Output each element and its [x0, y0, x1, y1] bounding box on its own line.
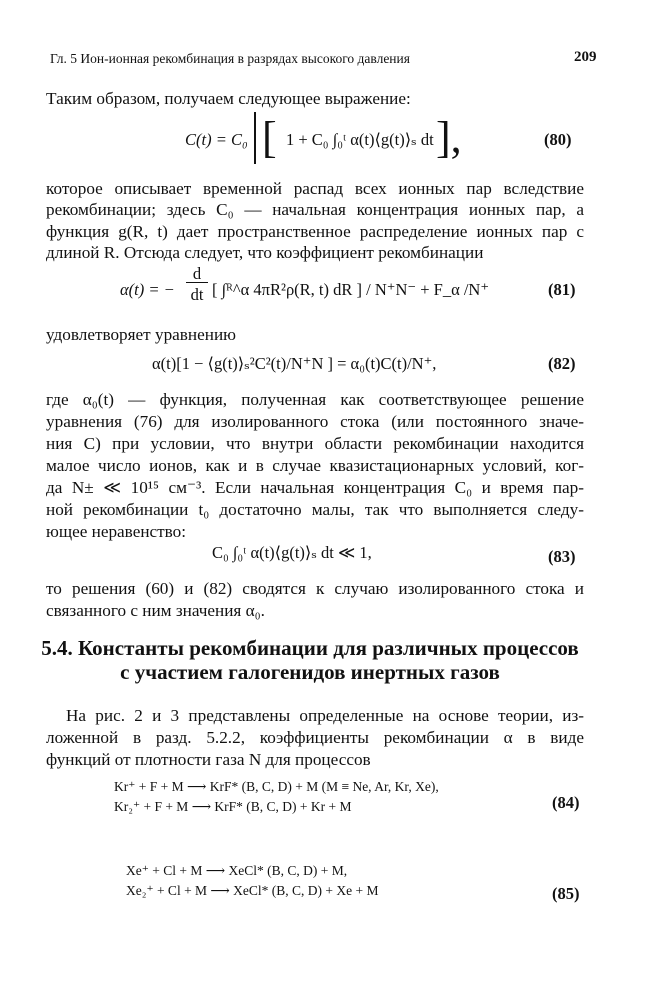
- eq84-line-1: Kr⁺ + F + M ⟶ KrF* (B, C, D) + M (M ≡ Ne, Ar, Kr, Xe),: [114, 779, 439, 794]
- para1-line-2: рекомбинации; здесь C₀ — начальная концентрация ионных пар, а: [46, 200, 584, 219]
- eq85-line-2: Xe₂⁺ + Cl + M ⟶ XeCl* (B, C, D) + Xe + M: [126, 883, 379, 898]
- para4-line-3: функций от плотности газа N для процессов: [46, 750, 371, 769]
- eq82-number: (82): [548, 354, 576, 373]
- para2-line-7: ющее неравенство:: [46, 522, 187, 541]
- eq85-line-1: Xe⁺ + Cl + M ⟶ XeCl* (B, C, D) + M,: [126, 863, 348, 878]
- eq84-line-2: Kr₂⁺ + F + M ⟶ KrF* (B, C, D) + Kr + M: [114, 799, 352, 814]
- eq81-body: [ ∫ᴿ^α 4πR²ρ(R, t) dR ] / N⁺N⁻ + F_α /N⁺: [212, 280, 490, 299]
- eq81-number: (81): [548, 280, 576, 299]
- para1-line-4: длиной R. Отсюда следует, что коэффициент рекомбинации: [46, 243, 484, 262]
- page-number: 209: [574, 49, 597, 65]
- para3-line-2: связанного с ним значения α₀.: [46, 601, 265, 620]
- para2-line-4: малое число ионов, как и в случае квазистационарных условий, ког-: [46, 456, 584, 475]
- eq80-body: 1 + C₀ ∫₀ᵗ α(t)⟨g(t)⟩ₛ dt: [286, 130, 434, 149]
- eq80-number: (80): [544, 130, 572, 149]
- eq83-number: (83): [548, 547, 576, 566]
- eq80-divide-slash: [254, 112, 256, 164]
- eq83-body: C₀ ∫₀ᵗ α(t)⟨g(t)⟩ₛ dt ≪ 1,: [212, 543, 372, 562]
- eq82-body: α(t)[1 − ⟨g(t)⟩ₛ²C²(t)/N⁺N ] = α₀(t)C(t)/N⁺,: [152, 354, 437, 373]
- para2-line-2: уравнения (76) для изолированного стока (или постоянного значе-: [46, 412, 584, 431]
- para2-line-1: где α₀(t) — функция, полученная как соответствующее решение: [46, 390, 584, 409]
- eq81-frac-num: d: [186, 266, 208, 283]
- eq81-lhs-text: α(t) = −: [120, 280, 175, 299]
- intro-line: Таким образом, получаем следующее выражение:: [46, 89, 411, 108]
- eq80-lhs: [185, 130, 248, 150]
- eq80-lhs-text: C(t) = C₀: [185, 130, 248, 149]
- para1-line-1: которое описывает временной распад всех ионных пар вследствие: [46, 179, 584, 198]
- eq81-frac-den: dt: [190, 285, 204, 304]
- eq81-lhs: [120, 280, 175, 300]
- para2-line-6: ной рекомбинации t₀ достаточно малы, так что выполняется следу-: [46, 500, 584, 519]
- para1-line-3: функция g(R, t) дает пространственное распределение ионных пар с: [46, 222, 584, 241]
- para2-line-5: да N± ≪ 10¹⁵ см⁻³. Если начальная концентрация C₀ и время пар-: [46, 478, 584, 497]
- eq85-number: (85): [552, 884, 580, 903]
- eq80-bracket-open: [: [262, 113, 277, 162]
- satisfies-line: удовлетворяет уравнению: [46, 325, 236, 344]
- para4-line-2: ложенной в разд. 5.2.2, коэффициенты рекомбинации α в виде: [46, 728, 584, 747]
- para3-line-1: то решения (60) и (82) сводятся к случаю изолированного стока и: [46, 579, 584, 598]
- para2-line-3: ния C) при условии, что внутри области рекомбинации находится: [46, 434, 584, 453]
- eq80-bracket-close: ],: [436, 113, 462, 162]
- eq84-number: (84): [552, 793, 580, 812]
- para4-line-1: На рис. 2 и 3 представлены определенные на основе теории, из-: [66, 706, 584, 725]
- running-title: Гл. 5 Ион-ионная рекомбинация в разрядах высокого давления: [50, 51, 410, 66]
- section-title-line-1: 5.4. Константы рекомбинации для различных процессов: [41, 636, 579, 660]
- section-title-line-2: с участием галогенидов инертных газов: [120, 660, 500, 684]
